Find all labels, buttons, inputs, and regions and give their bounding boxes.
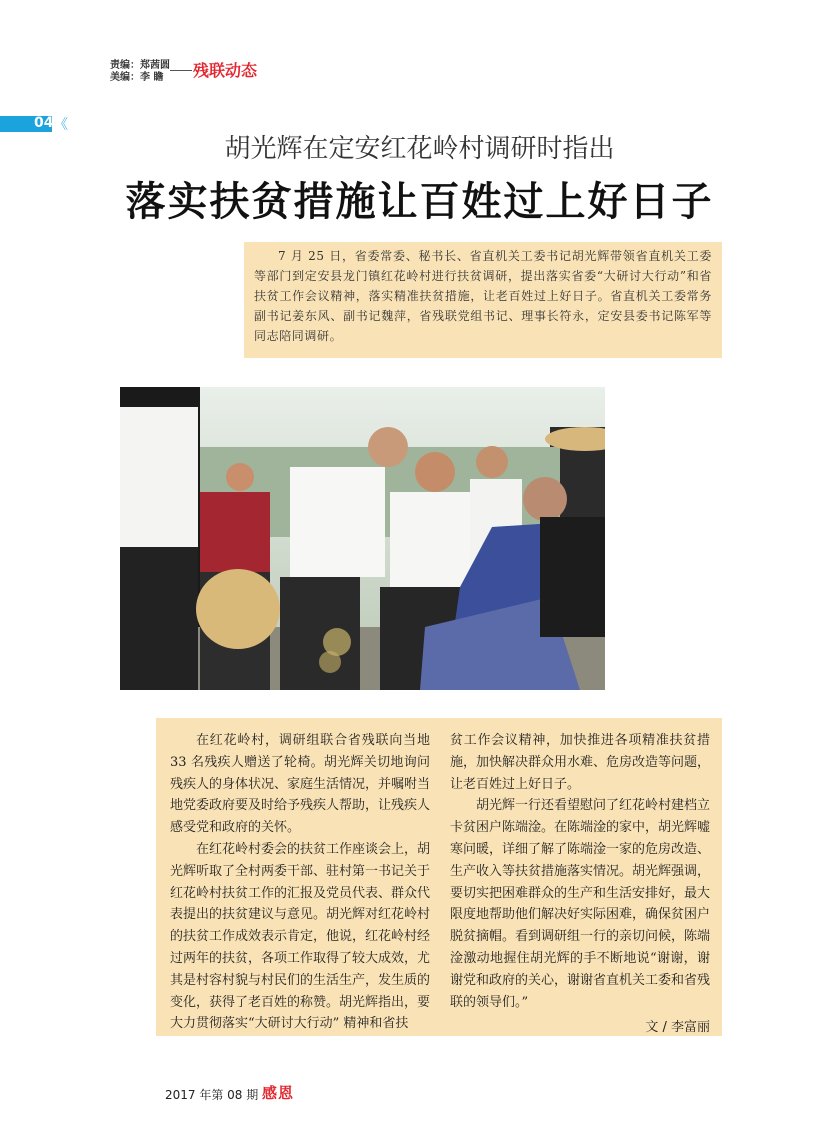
photo-illustration xyxy=(120,387,605,690)
issue-number: 2017 年第 08 期 xyxy=(165,1088,259,1102)
lead-paragraph: 7 月 25 日，省委常委、秘书长、省直机关工委书记胡光辉带领省直机关工委等部门到定安县龙门镇红花岭村进行扶贫调研，提出落实省委“大研讨大行动”和省扶贫工作会议精神，落实精准扶贫措施，让老百姓过上好日子。省直机关工委常务副书记姜东风、副书记魏萍，省残联党组书记、理事长符永，定安县委书记陈军等同志陪同调研。 xyxy=(254,249,712,343)
designer-line: 美编：李 瞻 xyxy=(110,72,164,83)
paragraph: 胡光辉一行还看望慰问了红花岭村建档立卡贫困户陈端淦。在陈端淦的家中，胡光辉嘘寒问暖，详细了解了陈端淦一家的危房改造、生产收入等扶贫措施落实情况。胡光辉强调，要切实把困难群众的生产和生活安排好，最大限度地帮助他们解决好实际困难，确保贫困户脱贫摘帽。看到调研组一行的亲切问候，陈端淦激动地握住胡光辉的手不断地说“谢谢，谢谢党和政府的关心，谢谢省直机关工委和省残联的领导们。” xyxy=(450,798,711,1010)
page-chevron-icon: 《 xyxy=(54,117,68,133)
byline: 文 / 李富丽 xyxy=(645,1020,710,1036)
paragraph-continuation: 贫工作会议精神，加快推进各项精准扶贫措施，加快解决群众用水难、危房改造等问题，让老百姓过上好日子。 xyxy=(450,733,711,792)
editor-line: 责编：郑茜圆 xyxy=(110,60,170,71)
magazine-logo: 感恩 xyxy=(262,1084,295,1102)
section-divider xyxy=(170,70,192,71)
page-number: 04 xyxy=(34,115,54,131)
body-box xyxy=(156,718,722,1036)
column-left xyxy=(170,730,430,1035)
lead-box xyxy=(244,242,722,358)
editor-credits xyxy=(110,60,170,84)
article-subtitle: 胡光辉在定安红花岭村调研时指出 xyxy=(224,134,615,164)
article-photo xyxy=(120,387,605,690)
column-right xyxy=(450,730,710,1039)
article-title: 落实扶贫措施让百姓过上好日子 xyxy=(125,179,714,225)
paragraph: 在红花岭村委会的扶贫工作座谈会上，胡光辉听取了全村两委干部、驻村第一书记关于红花岭村扶贫工作的汇报及党员代表、群众代表提出的扶贫建议与意见。胡光辉对红花岭村的扶贫工作成效表示肯定，他说，红花岭村经过两年的扶贫，各项工作取得了较大成效，尤其是村容村貌与村民们的生活生产，发生质的变化，获得了老百姓的称赞。胡光辉指出，要大力贯彻落实“大研讨大行动” 精神和省扶 xyxy=(170,841,431,1032)
section-label: 残联动态 xyxy=(193,61,258,80)
paragraph: 在红花岭村，调研组联合省残联向当地 33 名残疾人赠送了轮椅。胡光辉关切地询问残疾人的身体状况、家庭生活情况，并嘱咐当地党委政府要及时给予残疾人帮助，让残疾人感受党和政府的关怀。 xyxy=(170,733,431,836)
